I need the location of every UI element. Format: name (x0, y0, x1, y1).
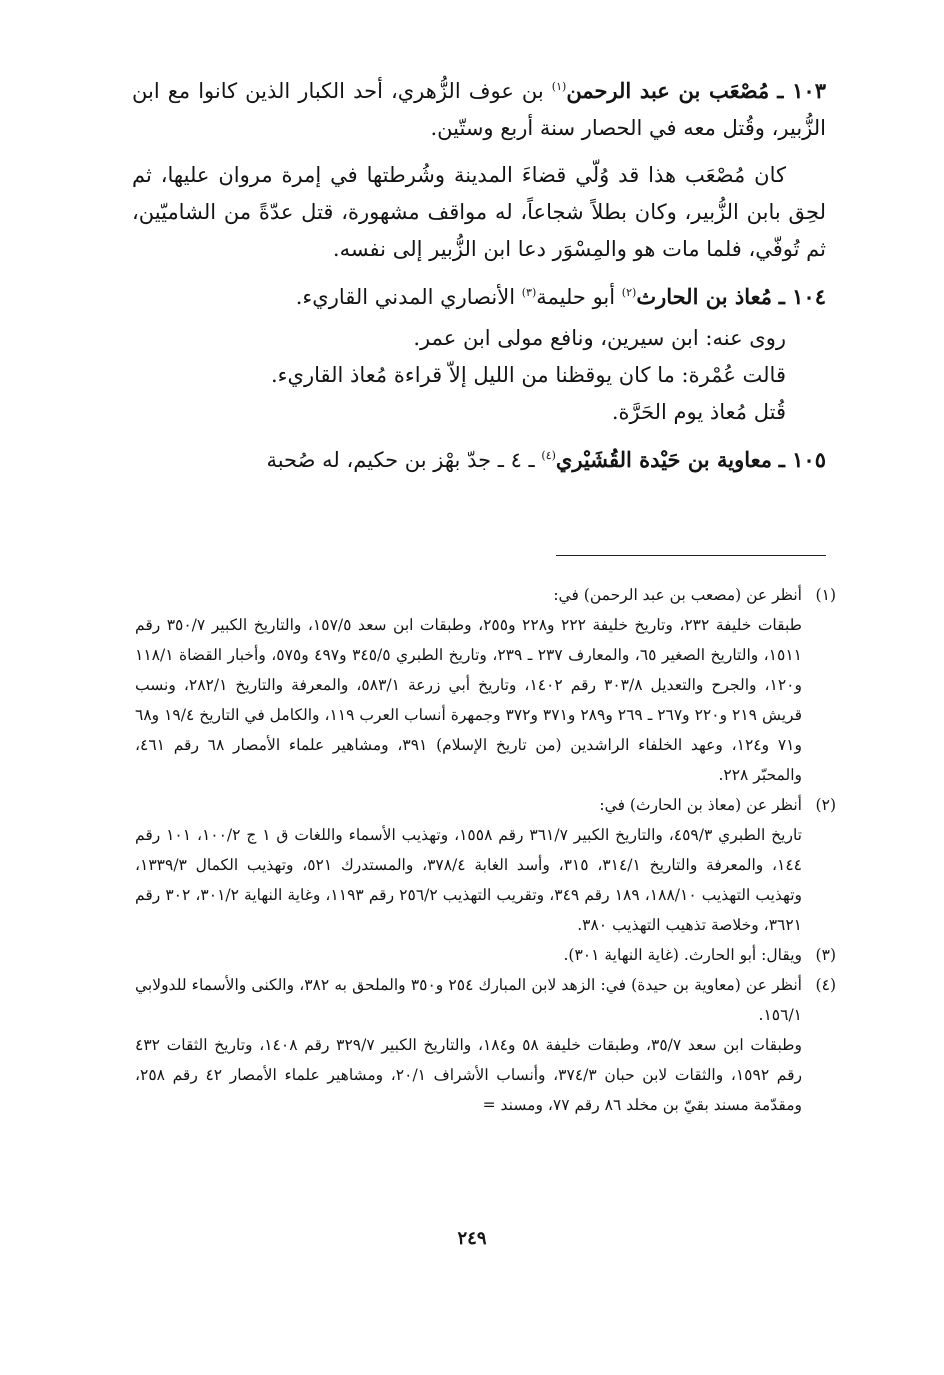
entry-103 (132, 72, 826, 147)
footnote-ref: (٣) (521, 286, 537, 299)
footnote-ref: (٤) (541, 449, 556, 462)
line-104-narrators: روى عنه: ابن سيرين، ونافع مولى ابن عمر. (413, 326, 786, 350)
footnote-head-line (135, 970, 802, 1030)
paragraph-103: كان مُصْعَب هذا قد وُلّي قضاءَ المدينة وشُرطتها في إمرة مروان عليها، ثم لحِق بابن الزُّبير، وكان بطلاً شجاعاً، له مواقف مشهورة، قتل عدّةً من الشاميّين، ثم تُوفّي، فلما مات هو والمِسْوَر دعا ابن الزُّبير إلى نفسه. (132, 163, 826, 261)
entry-number: ١٠٥ ـ (778, 447, 826, 472)
entry-text: الأنصاري المدني القاريء. (295, 285, 516, 309)
entry-104 (132, 278, 826, 316)
footnote-body-continued: وطبقات ابن سعد ٣٥/٧، وطبقات خليفة ٥٨ و١٨٤، والتاريخ الكبير ٣٢٩/٧ رقم ١٤٠٨، وتاريخ الثقات ٤٣٢ رقم ١٥٩٢، والثقات لابن حبان ٣٧٤/٣، وأنساب الأشراف ٢٠/١، ومشاهير علماء الأمصار ٤٢ رقم ٢٥٨، ومقدّمة مسند بقيّ بن مخلد ٨٦ رقم ٧٧، ومسند = (135, 1036, 803, 1114)
footnote-4 (135, 970, 836, 1120)
line-104-quote: قالت عُمْرة: ما كان يوقظنا من الليل إلاّ قراءة مُعاذ القاريء. (270, 363, 786, 387)
footnote-head: أنظر عن (معاوية بن حيدة) في: (600, 976, 802, 994)
entry-number: ١٠٣ ـ (777, 78, 826, 103)
footnote-ref: (١) (551, 80, 567, 93)
footnote-marker: (٣) (815, 946, 836, 964)
footnote-divider (556, 555, 826, 556)
line-104-death: قُتل مُعاذ يوم الحَرَّة. (611, 400, 786, 424)
entry-105 (132, 441, 826, 479)
footnote-ref: (٢) (621, 286, 637, 299)
footnote-marker: (٤) (815, 976, 836, 994)
entry-kunya: أبو حليمة (536, 285, 616, 309)
footnote-body: تاريخ الطبري ٤٥٩/٣، والتاريخ الكبير ٣٦١/٧ رقم ١٥٥٨، وتهذيب الأسماء واللغات ق ١ ج ١٠٠/٢، ١٠١ رقم ١٤٤، والمعرفة والتاريخ ٣١٤/١، ٣١٥، وأسد الغابة ٣٧٨/٤، والمستدرك ٥٢١، وتهذيب الكمال ١٣٣٩/٣، وتهذيب التهذيب ١٨٨/١٠، ١٨٩ رقم ٣٤٩، وتقريب التهذيب ٢٥٦/٢ رقم ١١٩٣، وغاية النهاية ٣٠١/٢، ٣٠٢ رقم ٣٦٢١، وخلاصة تذهيب التهذيب ٣٨٠. (135, 826, 803, 934)
footnote-head: أنظر عن (مصعب بن عبد الرحمن) في: (553, 586, 802, 604)
footnote-head: أنظر عن (معاذ بن الحارث) في: (599, 796, 802, 814)
main-text (132, 72, 826, 479)
footnote-marker: (١) (815, 586, 836, 604)
footnote-body: الزهد لابن المبارك ٢٥٤ و٣٥٠ والملحق به ٣٨٢، والكنى والأسماء للدولابي ١٥٦/١. (135, 976, 802, 1024)
footnote-body: طبقات خليفة ٢٣٢، وتاريخ خليفة ٢٢٢ و٢٢٨ و٢٥٥، وطبقات ابن سعد ١٥٧/٥، والتاريخ الكبير ٣٥٠/٧ رقم ١٥١١، والتاريخ الصغير ٦٥، والمعارف ٢٣٧ ـ ٢٣٩، وتاريخ الطبري ٣٤٥/٥ و٤٩٧ و٥٧٥، وأخبار القضاة ١١٨/١ و١٢٠، والجرح والتعديل ٣٠٣/٨ رقم ١٤٠٢، وتاريخ أبي زرعة ٥٨٣/١، والمعرفة والتاريخ ٢٨٢/١، ونسب قريش ٢١٩ و٢٢٠ و٢٦٧ ـ ٢٦٩ و٢٨٩ و٣٧١ و٣٧٢ وجمهرة أنساب العرب ١١٩، والكامل في التاريخ ١٩/٤ و٦٨ و٧١ و١٢٤، وعهد الخلفاء الراشدين (من تاريخ الإسلام) ٣٩١، ومشاهير علماء الأمصار ٦٨ رقم ٤٦١، والمحبّر ٢٢٨. (135, 616, 803, 784)
footnote-marker: (٢) (815, 796, 836, 814)
footnotes (135, 580, 836, 1120)
footnote-body: ويقال: أبو الحارث. (غاية النهاية ٣٠١). (563, 946, 802, 964)
entry-text: بن عوف الزُّهري، أحد الكبار الذين كانوا مع ابن الزُّبير، وقُتل معه في الحصار سنة أربع وستّين. (132, 79, 826, 140)
entry-name: معاوية بن حَيْدة القُشَيْري (555, 447, 772, 472)
footnote-2 (135, 790, 836, 940)
footnote-3 (135, 940, 836, 970)
footnote-1 (135, 580, 836, 790)
page-number: ٢٤٩ (457, 1228, 487, 1249)
entry-text: ـ ٤ ـ جدّ بهْز بن حكيم، له صُحبة (266, 448, 535, 472)
entry-name: مُعاذ بن الحارث (636, 284, 772, 309)
entry-name: مُصْعَب بن عبد الرحمن (566, 78, 770, 103)
entry-number: ١٠٤ ـ (778, 284, 826, 309)
